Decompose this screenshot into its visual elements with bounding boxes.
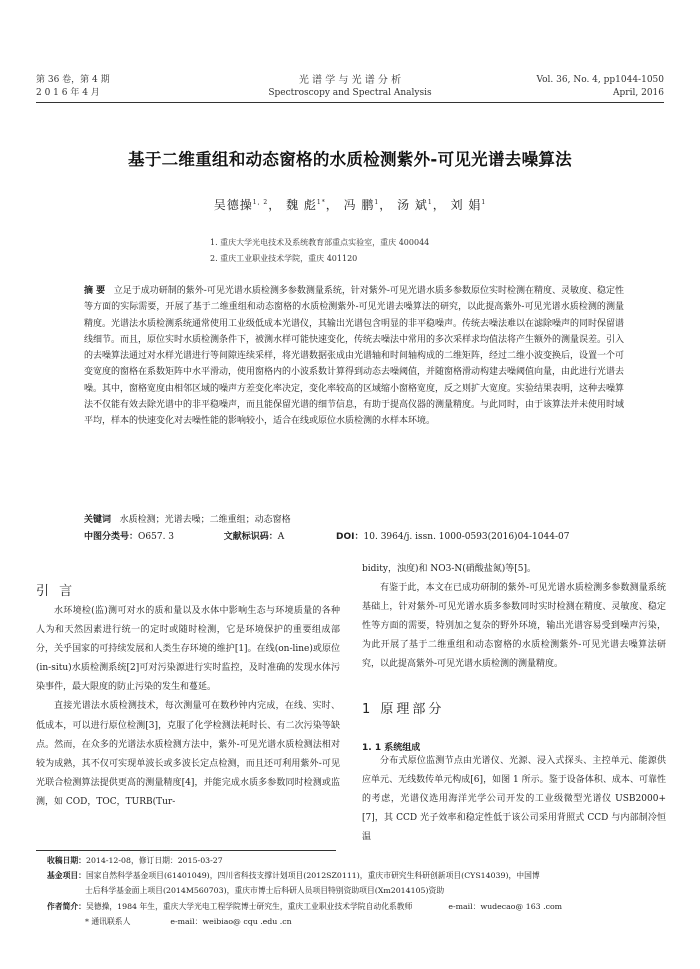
- journal-name-en: Spectroscopy and Spectral Analysis: [268, 88, 432, 98]
- footnotes: [47, 853, 667, 929]
- abstract-text: 立足于成功研制的紫外-可见光谱水质检测多参数测量系统，针对紫外-可见光谱水质多参数原位实时检测在精度、灵敏度、稳定性等方面的实际需要，开展了基于二维重组和动态窗格的水质检测紫外-可见光谱去噪算法的研究，以此提高紫外-可见光谱水质检测的测量精度。光谱法水质检测系统通常使用工业级低成本光谱仪，其输出光谱包含明显的非平稳噪声。传统去噪法难以在滤除噪声的同时保留谱线细节。而且，原位实时水质检测条件下，被测水样可能快速变化，传统去噪法中常用的多次采样求均值法将产生额外的测量误差。引入的去噪算法通过对水样光谱进行等间隙连续采样，将光谱数据张成由光谱轴和时间轴构成的二维矩阵，经过二维小波变换后，设置一个可变宽度的窗格在系数矩阵中水平滑动，使用窗格内的小波系数计算得到动态去噪阈值，并随窗格滑动构建去噪阈值向量，由此进行光谱去噪。其中，窗格宽度由相邻区域的噪声方差变化率决定，变化率较高的区域缩小窗格宽度，反之则扩大宽度。实验结果表明，这种去噪算法不仅能有效去除光谱中的非平稳噪声，而且能保留光谱的细节信息，有助于提高仪器的测量精度。与此同时，由于该算法并未使用时域平均，样本的快速变化对去噪性能的影响较小，适合在线或原位水质检测的水样本环境。: [84, 286, 625, 427]
- author-list: [0, 196, 700, 213]
- bio-text: 吴德操，1984 年生，重庆大学光电工程学院博士研究生，重庆工业职业技术学院自动化系教师: [85, 901, 413, 911]
- paragraph: 直接光谱法水质检测技术，每次测量可在数秒钟内完成，在线、实时、低成本，可以进行原位检测[3]，克服了化学检测法耗时长、有二次污染等缺点。然而，在众多的光谱法水质检测方法中，紫外-可见光谱水质检测法相对较为成熟，其不仅可实现单波长或多波长定点检测，而且还可利用紫外-可见光联合检测算法提供更高的测量精度[4]，并能完成水质多参数同时检测或监测，如 COD，TOC，TURB(Tur-: [36, 701, 340, 807]
- author-name: 吴德操: [213, 198, 253, 212]
- abstract-label: 摘 要: [84, 286, 106, 296]
- affiliation-2: 2. 重庆工业职业技术学院，重庆 401120: [210, 254, 358, 263]
- doi-value: 10. 3964/j. issn. 1000-0593(2016)04-1044-07: [363, 532, 570, 542]
- author-name: 汤 斌: [397, 198, 428, 212]
- paragraph: 水环境检(监)测可对水的质和量以及水体中影响生态与环境质量的各种人为和天然因素进行统一的定时或随时检测，它是环境保护的重要组成部分，关乎国家的可持续发展和人类生存环境的维护[1]。在线(on-line)或原位(in-situ)水质检测系统[2]可对污染源进行实时监控，及时准确的发现水体污染事件，最大限度的防止污染的发生和蔓延。: [36, 606, 340, 693]
- author-name: 冯 鹏: [343, 198, 375, 212]
- fund-text: 国家自然科学基金项目(61401049)，四川省科技支撑计划项目(2012SZ0111)，重庆市研究生科研创新项目(CYS14039)，中国博: [85, 871, 540, 881]
- corresponding-author: [47, 914, 667, 929]
- left-column-body: [36, 602, 340, 812]
- section-title-principle: 1 原理部分: [362, 702, 445, 717]
- fund-label: 基金项目：: [47, 871, 86, 881]
- journal-month-year: April, 2016: [613, 88, 664, 98]
- header-rule: [36, 102, 664, 103]
- doi-label: DOI：: [336, 532, 364, 542]
- bio-email: e-mail：wudecao@ 163 .com: [448, 901, 563, 911]
- corresponding-label: * 通讯联系人: [85, 916, 131, 926]
- fund-line-2: 士后科学基金面上项目(2014M560703)，重庆市博士后科研人员项目特别资助项目(Xm2014105)资助: [85, 886, 445, 896]
- subsection-title-system: 1. 1 系统组成: [362, 743, 421, 753]
- journal-name-cn: 光 谱 学 与 光 谱 分 析: [298, 75, 402, 86]
- bio-label: 作者简介：: [47, 901, 86, 911]
- author-bio: [47, 899, 667, 914]
- received-date: [47, 853, 667, 868]
- doc-code-label: 文献标识码：: [223, 532, 278, 542]
- author-affiliation-mark: 1, 2: [252, 199, 269, 206]
- keywords-text: 水质检测；光谱去噪；二维重组；动态窗格: [119, 515, 291, 525]
- author-name: 魏 彪: [286, 198, 317, 212]
- author-affiliation-mark: 1*: [316, 199, 326, 206]
- journal-pages: Vol. 36, No. 4, pp1044-1050: [536, 75, 664, 85]
- author-separator: ，: [325, 198, 339, 212]
- section-title-introduction: 引 言: [36, 584, 76, 599]
- author-affiliation-mark: 1: [481, 199, 487, 206]
- classification-line: [84, 529, 569, 542]
- author-separator: ，: [268, 198, 282, 212]
- footnote-rule: [36, 850, 336, 851]
- abstract: [84, 283, 624, 430]
- paragraph: 分布式原位监测节点由光谱仪、光源、浸入式探头、主控单元、能源供应单元、无线数传单元构成[6]，如图 1 所示。鉴于设备体积、成本、可靠性的考虑，光谱仪选用海洋光学公司开发的工业级微型光谱仪 USB2000+[7]，其 CCD 光子效率和稳定性低于该公司采用背照式 CCD 与内部制冷恒温: [362, 756, 666, 843]
- author-separator: ，: [379, 198, 393, 212]
- paragraph-continuation: bidity，浊度)和 NO3-N(硝酸盐氮)等[5]。: [362, 564, 537, 574]
- author-affiliation-mark: 1: [427, 199, 433, 206]
- affiliation-1: 1. 重庆大学光电技术及系统教育部重点实验室，重庆 400044: [210, 238, 430, 247]
- journal-date: 2 0 1 6 年 4 月: [36, 88, 100, 98]
- paragraph: 有鉴于此，本文在已成功研制的紫外-可见光谱水质检测多参数测量系统基础上，针对紫外-可见光谱水质多参数同时实时检测在精度、灵敏度、稳定性等方面的需要，特别加之复杂的野外环境，输出光谱容易受到噪声污染，为此开展了基于二维重组和动态窗格的水质检测紫外-可见光谱去噪算法研究，以此提高紫外-可见光谱水质检测的测量精度。: [362, 583, 666, 670]
- paper-title: 基于二维重组和动态窗格的水质检测紫外-可见光谱去噪算法: [128, 150, 572, 169]
- fund-line-1: [47, 868, 667, 883]
- author-separator: ，: [432, 198, 446, 212]
- keywords: [84, 512, 291, 525]
- clc-label: 中图分类号：: [84, 532, 139, 542]
- clc-value: O657. 3: [138, 532, 175, 542]
- author-name: 刘 娟: [450, 198, 482, 212]
- journal-volume-issue: 第 36 卷，第 4 期: [36, 75, 110, 85]
- keywords-label: 关键词: [84, 515, 112, 525]
- doc-code-value: A: [277, 532, 285, 542]
- corresponding-email: e-mail：weibiao@ cqu .edu .cn: [170, 916, 292, 926]
- received-value: 2014-12-08，修订日期：2015-03-27: [85, 856, 223, 865]
- author-affiliation-mark: 1: [374, 199, 380, 206]
- received-label: 收稿日期：: [47, 856, 86, 865]
- right-column-top: [362, 560, 666, 675]
- right-column-body: [362, 752, 666, 847]
